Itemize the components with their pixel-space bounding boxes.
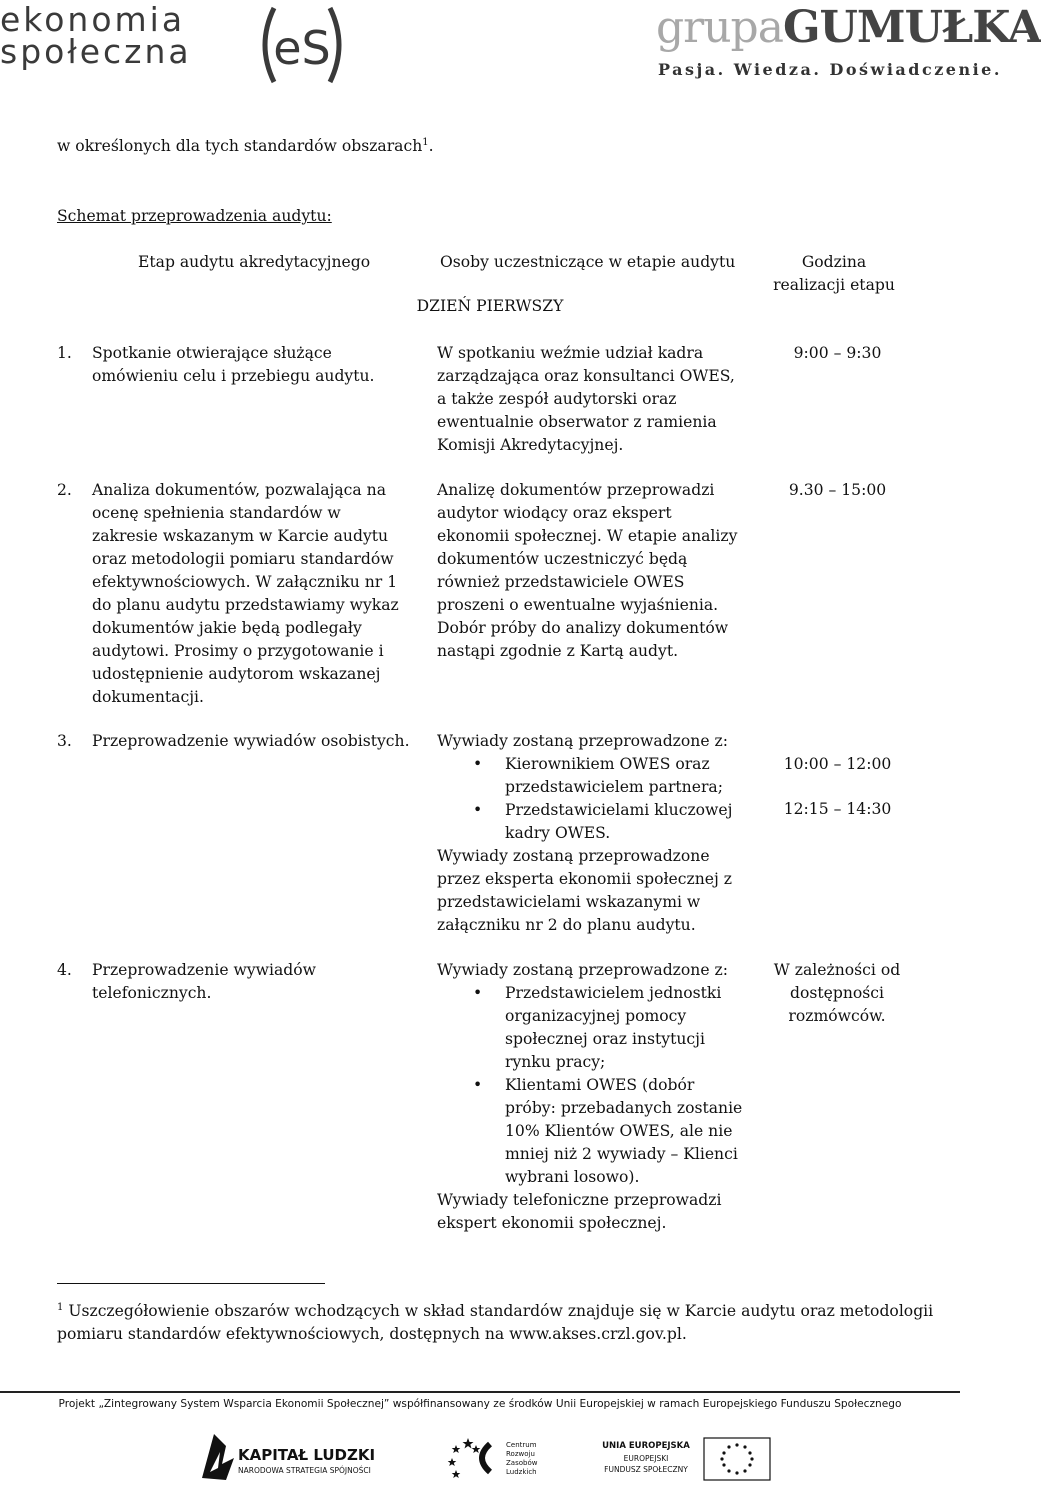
crzl-line-3: Zasobów: [506, 1459, 538, 1467]
col-header-stage: Etap audytu akredytacyjnego: [138, 253, 371, 271]
list-item: [437, 982, 747, 1074]
footnote-mark: 1: [57, 1302, 64, 1313]
kl-title: KAPITAŁ LUDZKI: [238, 1446, 376, 1464]
ekonomia-spoleczna-logo-text: [0, 0, 192, 71]
col-header-time: Godzina realizacji etapu: [773, 253, 895, 294]
footer-divider: [0, 1391, 960, 1393]
row-3-time-b: 12:15 – 14:30: [783, 800, 892, 818]
bullet-icon: •: [473, 801, 483, 819]
row-3-outro: Wywiady zostaną przeprowadzone przez eksperta ekonomii społecznej z przedstawicielami wskazanymi w załączniku nr 2 do planu audytu.: [437, 847, 733, 934]
row-3-number: 3.: [57, 732, 72, 750]
row-1-stage: Spotkanie otwierające służące omówieniu celu i przebiegu audytu.: [92, 344, 375, 385]
bullet-icon: •: [473, 1076, 483, 1094]
col-header-participants: Osoby uczestniczące w etapie audytu: [440, 253, 736, 271]
footnote: [57, 1296, 937, 1346]
footer-project-line: Projekt „Zintegrowany System Wsparcia Ekonomii Społecznej” współfinansowany ze środków Unii Europejskiej w ramach Europejskiego Funduszu Społecznego: [58, 1398, 902, 1410]
row-3-bullet-1: Kierownikiem OWES oraz przedstawicielem partnera;: [505, 755, 723, 796]
footnote-ref[interactable]: 1: [422, 137, 429, 148]
row-2-number: 2.: [57, 481, 72, 499]
intro-text: w określonych dla tych standardów obszarach: [57, 137, 423, 155]
row-4-number: 4.: [57, 961, 72, 979]
row-3-stage: Przeprowadzenie wywiadów osobistych.: [92, 732, 410, 750]
ue-line-1: UNIA EUROPEJSKA: [602, 1441, 690, 1451]
row-4-participants: [437, 959, 747, 1235]
intro-paragraph: [57, 131, 434, 158]
day-label: DZIEŃ PIERWSZY: [416, 297, 564, 315]
row-4-stage: Przeprowadzenie wywiadów telefonicznych.: [92, 961, 317, 1002]
crzl-line-1: Centrum: [506, 1441, 537, 1449]
row-1-number: 1.: [57, 344, 72, 362]
footnote-text: Uszczegółowienie obszarów wchodzących w skład standardów znajduje się w Karcie audytu oraz metodologii pomiaru standardów efektywnościowych, dostępnych na www.akses.crzl.gov.pl.: [57, 1302, 934, 1343]
row-4-bullet-2: Klientami OWES (dobór próby: przebadanych zostanie 10% Klientów OWES, ale nie mniej niż 2 wywiady – Klienci wybrani losowo).: [505, 1076, 743, 1186]
footnote-divider: [57, 1283, 325, 1284]
crzl-stars-icon: [448, 1438, 481, 1478]
unia-europejska-logo: [596, 1436, 776, 1482]
row-3-participants: [437, 730, 747, 937]
grupa-gumulka-logo: [656, 0, 1041, 56]
row-2-participants: Analizę dokumentów przeprowadzi audytor wiodący oraz ekspert ekonomii społecznej. W etapie analizy dokumentów uczestniczyć będą również przedstawiciele OWES proszeni o ewentualne wyjaśnienia. Dobór próby do analizy dokumentów nastąpi zgodnie z Kartą audyt.: [437, 481, 738, 660]
bullet-icon: •: [473, 984, 483, 1002]
row-4-bullet-1: Przedstawicielem jednostki organizacyjnej pomocy społecznej oraz instytucji rynku pracy;: [505, 984, 722, 1071]
row-2-time: 9.30 – 15:00: [788, 481, 887, 499]
kapital-ludzki-logo: [196, 1428, 396, 1486]
schema-title: Schemat przeprowadzenia audytu:: [57, 207, 332, 225]
logo-line-1: ekonomia: [0, 0, 186, 39]
list-item: [437, 753, 747, 799]
row-1-time: 9:00 – 9:30: [793, 344, 882, 362]
ue-line-3: FUNDUSZ SPOŁECZNY: [604, 1465, 688, 1474]
logo-gumulka: GUMUŁKA: [782, 2, 1041, 53]
list-item: [437, 799, 747, 845]
row-1-participants: W spotkaniu weźmie udział kadra zarządzająca oraz konsultanci OWES, a także zespół audytorski oraz ewentualnie obserwator z ramienia Komisji Akredytacyjnej.: [437, 344, 735, 454]
row-3-intro: Wywiady zostaną przeprowadzone z:: [437, 732, 728, 750]
crzl-line-2: Rozwoju: [506, 1450, 535, 1458]
logo-line-2: społeczna: [0, 32, 192, 71]
crzl-line-4: Ludzkich: [506, 1468, 537, 1476]
row-4-outro: Wywiady telefoniczne przeprowadzi ekspert ekonomii społecznej.: [437, 1191, 722, 1232]
crzl-logo: [446, 1436, 556, 1480]
intro-end: .: [428, 137, 434, 155]
row-3-bullet-list: [437, 753, 747, 845]
bullet-icon: •: [473, 755, 483, 773]
logo-grupa: grupa: [656, 2, 783, 53]
ue-line-2: EUROPEJSKI: [623, 1454, 669, 1463]
grupa-gumulka-tagline: Pasja. Wiedza. Doświadczenie.: [658, 60, 1002, 79]
row-4-bullet-list: [437, 982, 747, 1189]
list-item: [437, 1074, 747, 1189]
es-badge-label: eS: [273, 21, 331, 75]
row-2-stage: Analiza dokumentów, pozwalająca na ocenę spełnienia standardów w zakresie wskazanym w Karcie audytu oraz metodologii pomiaru standardów efektywnościowych. W załączniku nr 1 do planu audytu przedstawiamy wykaz dokumentów jakie będą podlegały audytowi. Prosimy o przygotowanie i udostępnienie audytorom wskazanej dokumentacji.: [92, 481, 399, 706]
row-3-time-a: 10:00 – 12:00: [783, 755, 892, 773]
es-badge-icon: [252, 4, 352, 86]
kl-subtitle: NARODOWA STRATEGIA SPÓJNOŚCI: [238, 1466, 371, 1475]
row-4-intro: Wywiady zostaną przeprowadzone z:: [437, 961, 728, 979]
row-3-bullet-2: Przedstawicielami kluczowej kadry OWES.: [505, 801, 733, 842]
row-4-time: W zależności od dostępności rozmówców.: [773, 961, 901, 1025]
